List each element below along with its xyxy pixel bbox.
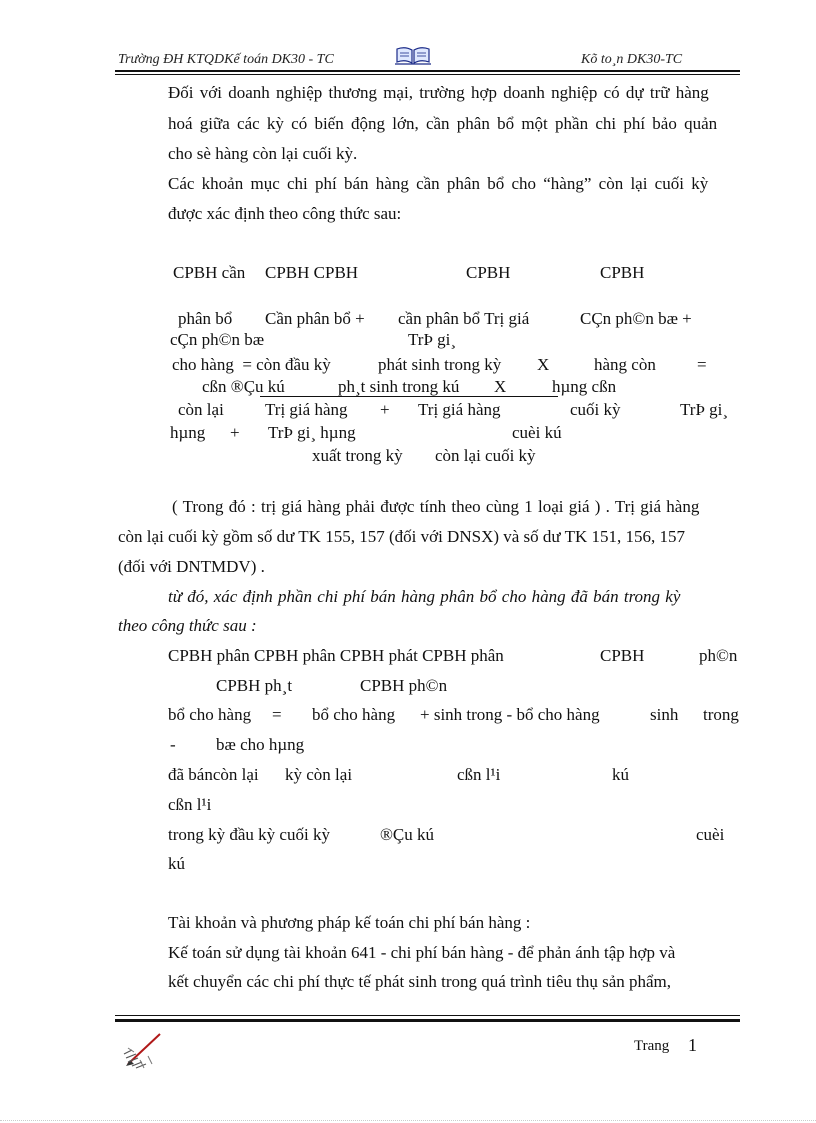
formula-text: = — [697, 355, 707, 374]
header-rule-thin — [115, 74, 740, 75]
formula-text: Trị giá hàng — [418, 400, 501, 419]
formula-text: cÇn ph©n bæ — [170, 330, 265, 349]
formula-text: CPBH ph©n — [360, 676, 448, 695]
formula-text: ph¸t sinh trong kú — [338, 377, 460, 396]
formula-text: ph©n — [699, 646, 738, 665]
formula-text: trong — [703, 705, 739, 724]
section-heading: Tài khoản và phương pháp kế toán chi phí bán hàng : — [168, 913, 531, 932]
formula-text: TrÞ gi¸ — [680, 400, 729, 419]
formula-text: cuèi kú — [512, 423, 562, 442]
formula-text: X — [494, 377, 507, 396]
footer-rule-thin — [115, 1015, 740, 1016]
paragraph-line: được xác định theo công thức sau: — [168, 204, 402, 223]
formula-text: cßn l¹i — [457, 765, 501, 784]
formula-text: cho hàng = còn đầu kỳ — [172, 355, 331, 374]
formula-text: kỳ còn lại — [285, 765, 353, 784]
page-label: Trang — [634, 1038, 670, 1054]
formula-text: + — [380, 400, 390, 419]
paragraph-line: Các khoản mục chi phí bán hàng cần phân bổ cho “hàng” còn lại cuối kỳ — [168, 174, 709, 193]
header-rule — [115, 70, 740, 72]
formula-text: cần phân bổ Trị giá — [398, 309, 530, 328]
formula-text: bổ cho hàng — [312, 705, 396, 724]
formula-text: còn lại — [178, 400, 224, 419]
formula-text: phát sinh trong kỳ — [378, 355, 502, 374]
page-number: 1 — [688, 1035, 697, 1055]
formula-text: Trị giá hàng — [265, 400, 348, 419]
formula-text: CPBH — [600, 263, 645, 282]
formula-text: bổ cho hàng — [168, 705, 252, 724]
formula-text: cßn l¹i — [168, 795, 212, 814]
formula-text: hµng cßn — [552, 377, 617, 396]
paragraph-line: kết chuyển các chi phí thực tế phát sinh trong quá trình tiêu thụ sản phẩm, — [168, 972, 672, 991]
formula-text: hµng — [170, 423, 206, 442]
formula-text: = — [272, 705, 282, 724]
header-right: Kõ to¸n DK30-TC — [581, 52, 683, 67]
formula-text: sinh — [650, 705, 679, 724]
formula-text: CPBH phân CPBH phân CPBH phát CPBH phân — [168, 646, 504, 665]
header-left: Trường ĐH KTQDKế toán DK30 - TC — [118, 52, 334, 67]
book-icon — [395, 44, 431, 66]
formula-text: trong kỳ đầu kỳ cuối kỳ — [168, 825, 330, 844]
formula-text: hàng còn — [594, 355, 656, 374]
formula-text: đã báncòn lại — [168, 765, 259, 784]
paragraph-line: Kế toán sử dụng tài khoản 641 - chi phí bán hàng - để phản ánh tập hợp và — [168, 943, 676, 962]
formula-text: - — [170, 735, 176, 754]
formula-text: + sinh trong - bổ cho hàng — [420, 705, 600, 724]
formula-text: cuèi — [696, 825, 725, 844]
formula-text: cßn ®Çu kú — [202, 377, 285, 396]
pen-icon — [122, 1030, 166, 1070]
footer-rule — [115, 1019, 740, 1022]
fraction-bar — [260, 396, 558, 397]
paragraph-line: Đối với doanh nghiệp thương mại, trường hợp doanh nghiệp có dự trữ hàng — [168, 83, 709, 102]
formula-text: còn lại cuối kỳ — [435, 446, 536, 465]
formula-text: TrÞ gi¸ hµng — [268, 423, 356, 442]
formula-text: kú — [168, 854, 185, 873]
formula-text: X — [537, 355, 550, 374]
paragraph-line: từ đó, xác định phần chi phí bán hàng phân bổ cho hàng đã bán trong kỳ — [168, 587, 681, 606]
paragraph-line: theo công thức sau : — [118, 616, 257, 635]
formula-text: bæ cho hµng — [216, 735, 305, 754]
formula-text: phân bổ — [178, 309, 233, 328]
formula-text: ®Çu kú — [380, 825, 435, 844]
paragraph-line: (đối với DNTMDV) . — [118, 557, 265, 576]
formula-text: CÇn ph©n bæ + — [580, 309, 692, 328]
formula-text: Cần phân bổ + — [265, 309, 365, 328]
bottom-dotted-border — [0, 1120, 816, 1121]
paragraph-line: ( Trong đó : trị giá hàng phải được tính theo cùng 1 loại giá ) . Trị giá hàng — [172, 497, 700, 516]
formula-text: + — [230, 423, 240, 442]
formula-text: CPBH CPBH — [265, 263, 359, 282]
formula-text: CPBH cần — [173, 263, 246, 282]
formula-text: xuất trong kỳ — [312, 446, 403, 465]
formula-text: TrÞ gi¸ — [408, 330, 457, 349]
paragraph-line: cho sè hàng còn lại cuối kỳ. — [168, 144, 358, 163]
paragraph-line: hoá giữa các kỳ có biến động lớn, cần phân bổ một phần chi phí bảo quản — [168, 114, 718, 133]
formula-text: CPBH ph¸t — [216, 676, 293, 695]
formula-text: CPBH — [600, 646, 645, 665]
formula-text: kú — [612, 765, 629, 784]
formula-text: cuối kỳ — [570, 400, 621, 419]
formula-text: CPBH — [466, 263, 511, 282]
paragraph-line: còn lại cuối kỳ gồm số dư TK 155, 157 (đối với DNSX) và số dư TK 151, 156, 157 — [118, 527, 685, 546]
